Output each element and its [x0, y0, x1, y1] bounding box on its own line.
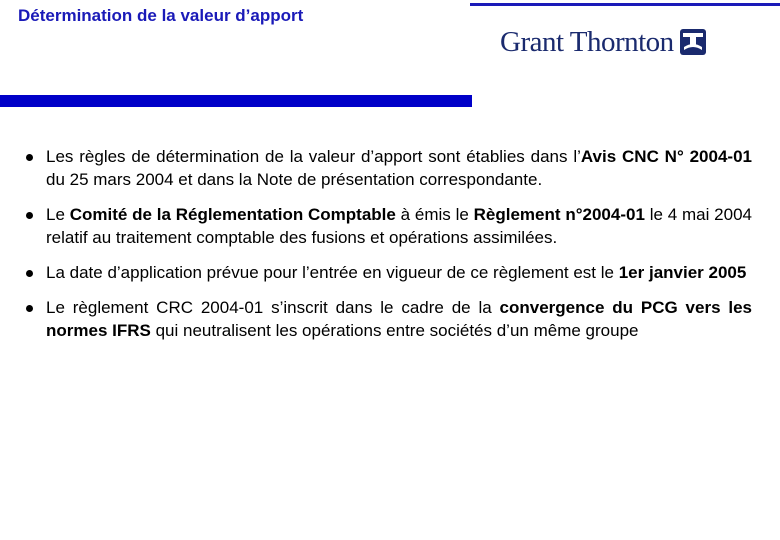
bullet-text-bold: 1er janvier 2005 — [618, 263, 747, 282]
bullet-text-normal: du 25 mars 2004 et dans la Note de présentation correspondante. — [46, 170, 543, 189]
bullet-dot-icon — [26, 212, 33, 219]
bullet-text-bold: convergence du PCG vers les normes IFRS — [46, 298, 752, 340]
bullet-text-bold: Avis CNC N° 2004-01 — [580, 147, 752, 166]
bullet-text-normal: le 4 mai 2004 relatif au traitement comptable des fusions et opérations assimilées. — [46, 205, 752, 247]
bullet-dot-icon — [26, 270, 33, 277]
bullet-text-bold: Comité de la Réglementation Comptable — [69, 205, 396, 224]
bullet-text-normal: à émis le — [395, 205, 474, 224]
bullet-text-normal: Les règles de détermination de la valeur d’apport sont établies dans l’ — [46, 147, 581, 166]
grant-thornton-logo — [500, 24, 706, 60]
bullet-dot-icon — [26, 154, 33, 161]
bullet-item — [26, 145, 752, 191]
bullet-list — [26, 145, 752, 354]
bullet-text-normal: Le règlement CRC 2004-01 s’inscrit dans le cadre de la — [46, 298, 500, 317]
bullet-item — [26, 203, 752, 249]
bullet-text-normal: qui neutralisent les opérations entre sociétés d’un même groupe — [150, 321, 639, 340]
bullet-text-bold: Règlement n°2004-01 — [473, 205, 645, 224]
logo-emblem-icon — [680, 29, 706, 55]
bullet-dot-icon — [26, 305, 33, 312]
title-underline-bar — [0, 95, 472, 107]
slide-title: Détermination de la valeur d’apport — [18, 6, 304, 25]
bullet-text-normal: Le — [46, 205, 70, 224]
header-rule — [470, 3, 780, 6]
logo-wordmark: Grant Thornton — [500, 26, 674, 58]
bullet-item — [26, 261, 752, 284]
bullet-text-normal: La date d’application prévue pour l’entrée en vigueur de ce règlement est le — [46, 263, 619, 282]
bullet-item — [26, 296, 752, 342]
